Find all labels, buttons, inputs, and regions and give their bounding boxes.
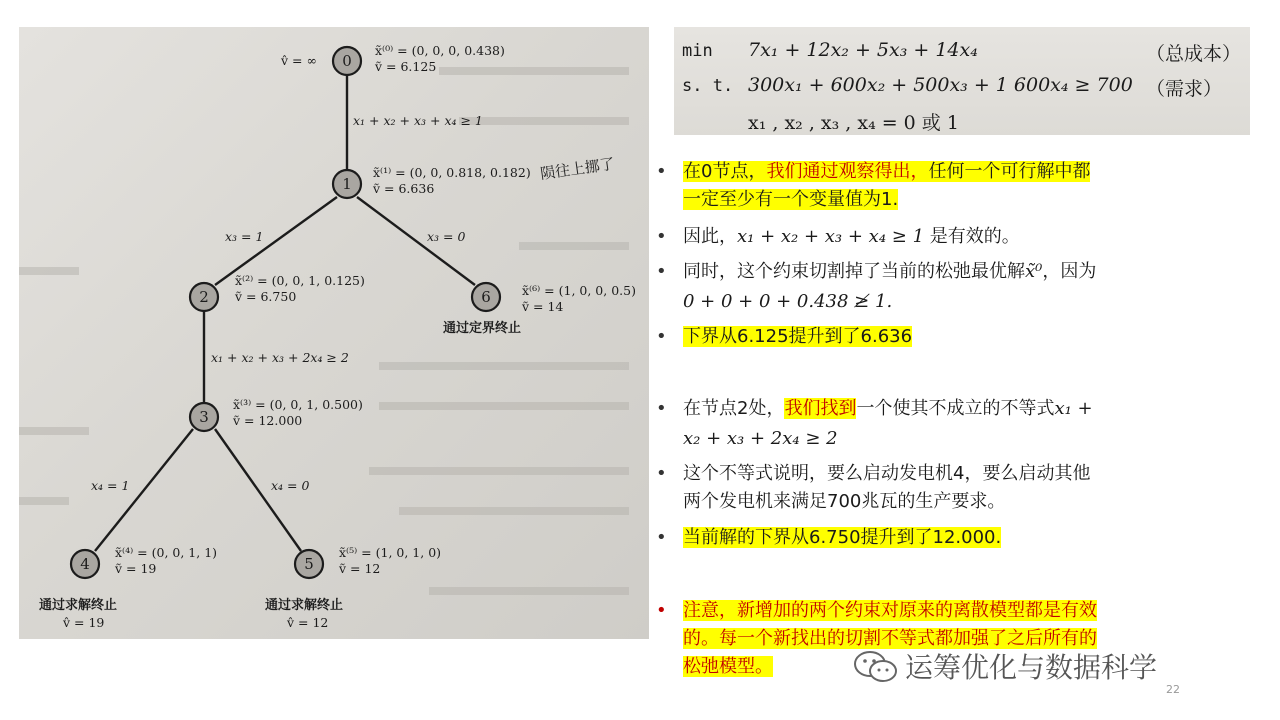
node-6-id: 6 <box>481 288 491 306</box>
node-3-solution: x̃⁽³⁾ = (0, 0, 1, 0.500) <box>233 397 363 412</box>
handwritten-note: 陨往上挪了 <box>539 154 616 183</box>
branch-and-bound-tree-photo <box>19 27 649 639</box>
bg-print <box>379 402 629 410</box>
model-formulation-photo <box>674 27 1250 135</box>
bullet-dot: • <box>656 226 667 247</box>
bullet-3-line1: 同时，这个约束切割掉了当前的松弛最优解 <box>683 261 1025 282</box>
bullet-2-math: x₁ + x₂ + x₃ + x₄ ≥ 1 <box>737 226 925 247</box>
bullet-6-line2: 两个发电机来满足700兆瓦的生产要求。 <box>683 491 1006 512</box>
bg-print <box>19 267 79 275</box>
bg-print <box>439 67 629 75</box>
bg-print <box>399 507 629 515</box>
node-2-id: 2 <box>199 288 209 306</box>
bullet-dot: • <box>656 398 667 419</box>
objective-expression: 7x₁ + 12x₂ + 5x₃ + 14x₄ <box>748 39 978 61</box>
constraint-row <box>682 74 1133 96</box>
node-5-incumbent: v̂ = 12 <box>287 615 329 630</box>
bg-print <box>429 587 629 595</box>
domain-row: x₁ , x₂ , x₃ , x₄ = 0 或 1 <box>748 112 959 134</box>
objective-row <box>682 39 978 61</box>
edge-1-2-label: x₃ = 1 <box>225 229 264 244</box>
node-4-solution: x̃⁽⁴⁾ = (0, 0, 1, 1) <box>115 545 218 560</box>
top-incumbent-label: v̂ = ∞ <box>281 53 317 68</box>
constraint-tag: （需求） <box>1146 78 1223 100</box>
watermark <box>905 646 1157 686</box>
edge-2-3-label: x₁ + x₂ + x₃ + 2x₄ ≥ 2 <box>211 350 349 365</box>
bullet-dot: • <box>656 326 667 347</box>
bullet-1-line2: 一定至少有一个变量值为1. <box>683 189 899 210</box>
bullet-8-line3: 松弛模型。 <box>683 656 773 677</box>
node-2-bound: ṽ = 6.750 <box>235 289 297 304</box>
bg-print <box>19 497 69 505</box>
node-1-id: 1 <box>342 175 352 193</box>
node-2-solution: x̃⁽²⁾ = (0, 0, 1, 0.125) <box>235 273 365 288</box>
edge-3-4-label: x₄ = 1 <box>91 478 130 493</box>
bg-print <box>459 117 629 125</box>
bg-print <box>369 467 629 475</box>
node-0-solution: x̃⁽⁰⁾ = (0, 0, 0, 0.438) <box>375 43 505 58</box>
bullet-6-line1: 这个不等式说明，要么启动发电机4，要么启动其他 <box>683 463 1091 484</box>
wechat-icon <box>853 650 899 684</box>
objective-tag: （总成本） <box>1146 43 1242 65</box>
bullet-5-suffix: 一个使其不成立的不等式 <box>856 398 1055 419</box>
bullet-5-math1: x₁ + <box>1054 398 1093 419</box>
edge-1-6-label: x₃ = 0 <box>427 229 466 244</box>
edge-0-1-label: x₁ + x₂ + x₃ + x₄ ≥ 1 <box>353 113 483 128</box>
node-6-solution: x̃⁽⁶⁾ = (1, 0, 0, 0.5) <box>522 283 636 298</box>
bullet-5-highlight: 我们找到 <box>784 398 857 419</box>
bullet-5-math2: x₂ + x₃ + 2x₄ ≥ 2 <box>683 428 838 449</box>
edge-3-5-label: x₄ = 0 <box>271 478 310 493</box>
bullet-8-line2: 的。每一个新找出的切割不等式都加强了之后所有的 <box>683 628 1097 649</box>
node-4-incumbent: v̂ = 19 <box>63 615 105 630</box>
bullet-3-line1-end: ，因为 <box>1042 261 1097 282</box>
node-6-bound: ṽ = 14 <box>522 299 564 314</box>
node-1-solution: x̃⁽¹⁾ = (0, 0, 0.818, 0.182) <box>373 165 531 180</box>
node-0-id: 0 <box>342 52 352 70</box>
bullet-dot: • <box>656 261 667 282</box>
node-5-termination: 通过求解终止 <box>265 598 344 613</box>
node-3-bound: ṽ = 12.000 <box>233 413 303 428</box>
node-0-bound: ṽ = 6.125 <box>375 59 437 74</box>
node-4-termination: 通过求解终止 <box>39 598 118 613</box>
node-4-id: 4 <box>80 555 90 573</box>
bullet-8-line1: 注意，新增加的两个约束对原来的离散模型都是有效 <box>683 600 1097 621</box>
bullet-1-part1: 在0节点， <box>683 161 767 182</box>
node-6-termination: 通过定界终止 <box>443 321 522 336</box>
min-keyword: min <box>682 41 713 61</box>
bullet-7-text: 当前解的下界从6.750提升到了12.000. <box>683 527 1002 548</box>
watermark-text: 运筹优化与数据科学 <box>905 651 1158 684</box>
st-keyword: s. t. <box>682 76 734 96</box>
bullet-2-suffix: 是有效的。 <box>924 226 1020 247</box>
node-4-bound: ṽ = 19 <box>115 561 157 576</box>
bullet-1-part3: 任何一个可行解中都 <box>928 161 1091 182</box>
bullet-1-part2: 我们通过观察得出， <box>766 161 929 182</box>
constraint-expression: 300x₁ + 600x₂ + 500x₃ + 1 600x₄ ≥ 700 <box>748 74 1133 96</box>
bullet-dot: • <box>656 527 667 548</box>
node-3-id: 3 <box>199 408 209 426</box>
page-number: 22 <box>1166 683 1180 696</box>
node-5-bound: ṽ = 12 <box>339 561 381 576</box>
bullet-5-prefix: 在节点2处， <box>683 398 785 419</box>
node-5-id: 5 <box>304 555 314 573</box>
bullet-4-text: 下界从6.125提升到了6.636 <box>683 326 913 347</box>
bg-print <box>379 362 629 370</box>
bullet-2-prefix: 因此， <box>683 226 737 247</box>
node-5-solution: x̃⁽⁵⁾ = (1, 0, 1, 0) <box>339 545 442 560</box>
tree-diagram <box>19 27 649 639</box>
bullet-3-math1: x̃⁰ <box>1025 261 1043 282</box>
bullet-3-math2: 0 + 0 + 0 + 0.438 ≱ 1. <box>683 291 893 312</box>
bullet-dot: • <box>656 161 667 182</box>
bg-print <box>519 242 629 250</box>
bg-print <box>19 427 89 435</box>
bullet-dot: • <box>656 600 667 621</box>
node-1-bound: ṽ = 6.636 <box>373 181 435 196</box>
bullet-dot: • <box>656 463 667 484</box>
